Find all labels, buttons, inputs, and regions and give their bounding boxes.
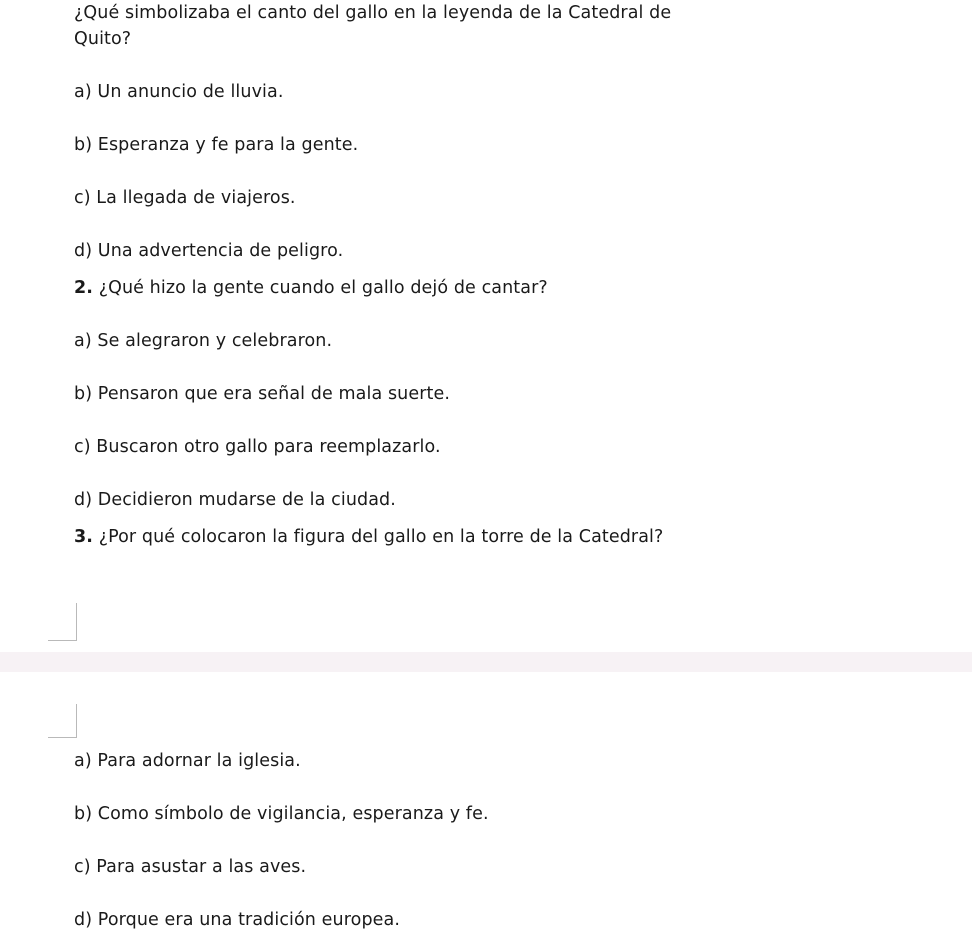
page-break-band	[0, 652, 972, 672]
question-3-number: 3.	[74, 527, 94, 547]
question-2-option-c: c) Buscaron otro gallo para reemplazarlo.	[74, 437, 441, 457]
question-1-option-b: b) Esperanza y fe para la gente.	[74, 135, 359, 155]
question-2-option-b: b) Pensaron que era señal de mala suerte.	[74, 384, 451, 404]
question-2-stem	[74, 275, 714, 301]
question-2-option-a: a) Se alegraron y celebraron.	[74, 331, 333, 351]
question-1-option-d: d) Una advertencia de peligro.	[74, 241, 344, 261]
question-3-text: ¿Por qué colocaron la figura del gallo en la torre de la Catedral?	[98, 527, 664, 547]
page-break-crop-mark-top	[48, 603, 77, 641]
question-3-option-d: d) Porque era una tradición europea.	[74, 910, 400, 930]
question-3-stem	[74, 524, 714, 550]
question-3-option-a: a) Para adornar la iglesia.	[74, 751, 301, 771]
question-2-option-d: d) Decidieron mudarse de la ciudad.	[74, 490, 396, 510]
question-3-option-c: c) Para asustar a las aves.	[74, 857, 307, 877]
question-2-text: ¿Qué hizo la gente cuando el gallo dejó de cantar?	[98, 278, 548, 298]
question-1-option-c: c) La llegada de viajeros.	[74, 188, 296, 208]
question-3-option-b: b) Como símbolo de vigilancia, esperanza y fe.	[74, 804, 489, 824]
question-1-option-a: a) Un anuncio de lluvia.	[74, 82, 284, 102]
page-break-crop-mark-bottom	[48, 704, 77, 738]
question-2-number: 2.	[74, 278, 94, 298]
question-1-text: ¿Qué simbolizaba el canto del gallo en la leyenda de la Catedral de Quito?	[74, 3, 672, 49]
document-content-continued	[0, 748, 972, 933]
question-1-stem	[74, 0, 714, 52]
